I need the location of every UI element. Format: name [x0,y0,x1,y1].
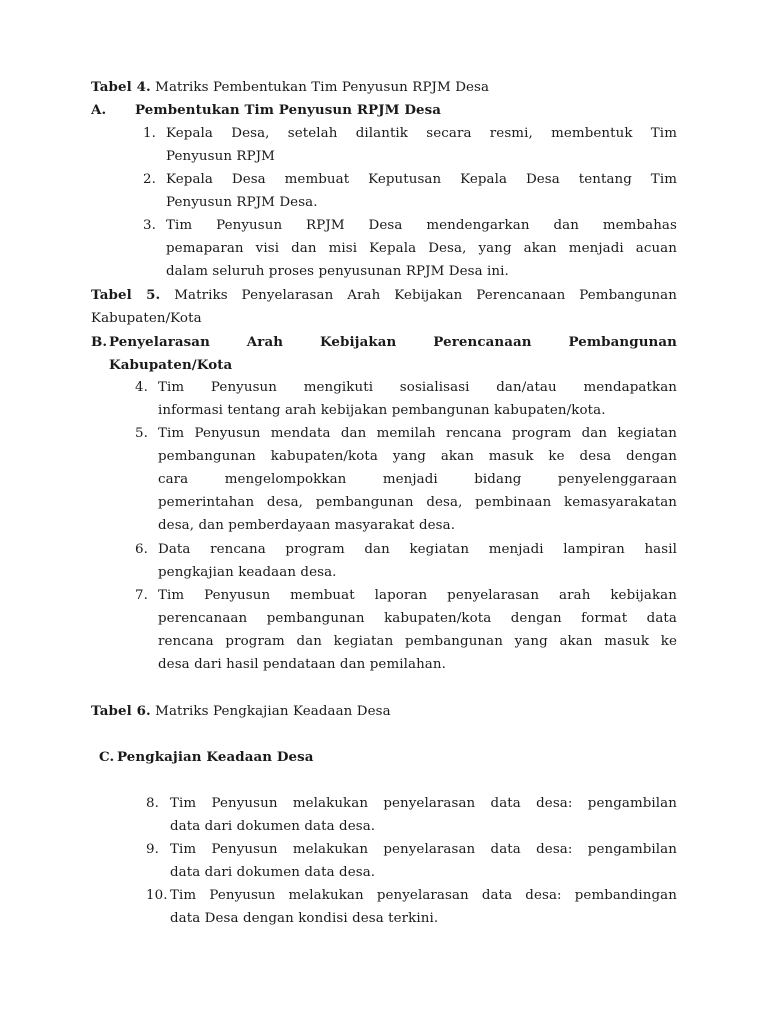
item-number: 6. [135,542,148,557]
item-line: Tim Penyusun mengikuti sosialisasi dan/atau mendapatkan [158,380,677,395]
section-a-letter: A. [91,102,107,118]
tabel-5-caption [91,286,677,305]
item-number: 9. [146,842,159,857]
item-number: 3. [143,218,156,233]
tabel-5-label: Tabel 5. [91,287,161,303]
item-line: perencanaan pembangunan kabupaten/kota dengan format data [158,611,677,626]
section-b-heading-cont: Kabupaten/Kota [109,357,233,373]
item-number: 2. [143,172,156,187]
item-line: Tim Penyusun membuat laporan penyelarasan arah kebijakan [158,588,677,603]
item-line: desa dari hasil pendataan dan pemilahan. [158,657,446,672]
item-line: rencana program dan kegiatan pembangunan yang akan masuk ke [158,634,677,649]
item-line: Tim Penyusun mendata dan memilah rencana program dan kegiatan [158,426,677,441]
item-line: pemaparan visi dan misi Kepala Desa, yang akan menjadi acuan [166,241,677,256]
tabel-6-label: Tabel 6. [91,703,151,719]
item-line: Tim Penyusun RPJM Desa mendengarkan dan membahas [166,218,677,233]
item-line: cara mengelompokkan menjadi bidang penyelenggaraan [158,472,677,487]
item-line: pemerintahan desa, pembangunan desa, pembinaan kemasyarakatan [158,495,677,510]
item-line: pengkajian keadaan desa. [158,565,337,580]
item-number: 5. [135,426,148,441]
tabel-4-label: Tabel 4. [91,79,151,95]
item-line: Kepala Desa membuat Keputusan Kepala Desa tentang Tim [166,172,677,187]
item-line: Kepala Desa, setelah dilantik secara resmi, membentuk Tim [166,126,677,141]
section-a-heading: Pembentukan Tim Penyusun RPJM Desa [135,102,442,118]
item-line: informasi tentang arah kebijakan pembangunan kabupaten/kota. [158,403,606,418]
section-c-heading: Pengkajian Keadaan Desa [117,749,314,765]
item-line: Penyusun RPJM [166,149,275,164]
item-line: desa, dan pemberdayaan masyarakat desa. [158,518,456,533]
tabel-6-title: Matriks Pengkajian Keadaan Desa [155,704,391,719]
tabel-4-caption [91,78,489,97]
item-number: 8. [146,796,159,811]
item-line: Data rencana program dan kegiatan menjadi lampiran hasil [158,542,677,557]
item-line: Tim Penyusun melakukan penyelarasan data desa: pengambilan [170,796,677,811]
section-b-letter: B. [91,334,108,350]
item-line: data Desa dengan kondisi desa terkini. [170,911,439,926]
tabel-6-caption [91,702,391,721]
item-number: 10. [146,888,168,903]
tabel-5-title-cont: Kabupaten/Kota [91,311,202,326]
section-b-heading: Penyelarasan Arah Kebijakan Perencanaan Pembangunan [109,334,677,350]
item-line: Penyusun RPJM Desa. [166,195,318,210]
item-number: 7. [135,588,148,603]
item-number: 1. [143,126,156,141]
item-number: 4. [135,380,148,395]
tabel-5-title: Matriks Penyelarasan Arah Kebijakan Perencanaan Pembangunan [174,288,677,303]
tabel-4-title: Matriks Pembentukan Tim Penyusun RPJM Desa [155,80,490,95]
item-line: data dari dokumen data desa. [170,865,376,880]
item-line: Tim Penyusun melakukan penyelarasan data desa: pembandingan [170,888,677,903]
item-line: data dari dokumen data desa. [170,819,376,834]
item-line: dalam seluruh proses penyusunan RPJM Desa ini. [166,264,509,279]
item-line: pembangunan kabupaten/kota yang akan masuk ke desa dengan [158,449,677,464]
item-line: Tim Penyusun melakukan penyelarasan data desa: pengambilan [170,842,677,857]
section-c-letter: C. [99,749,115,765]
